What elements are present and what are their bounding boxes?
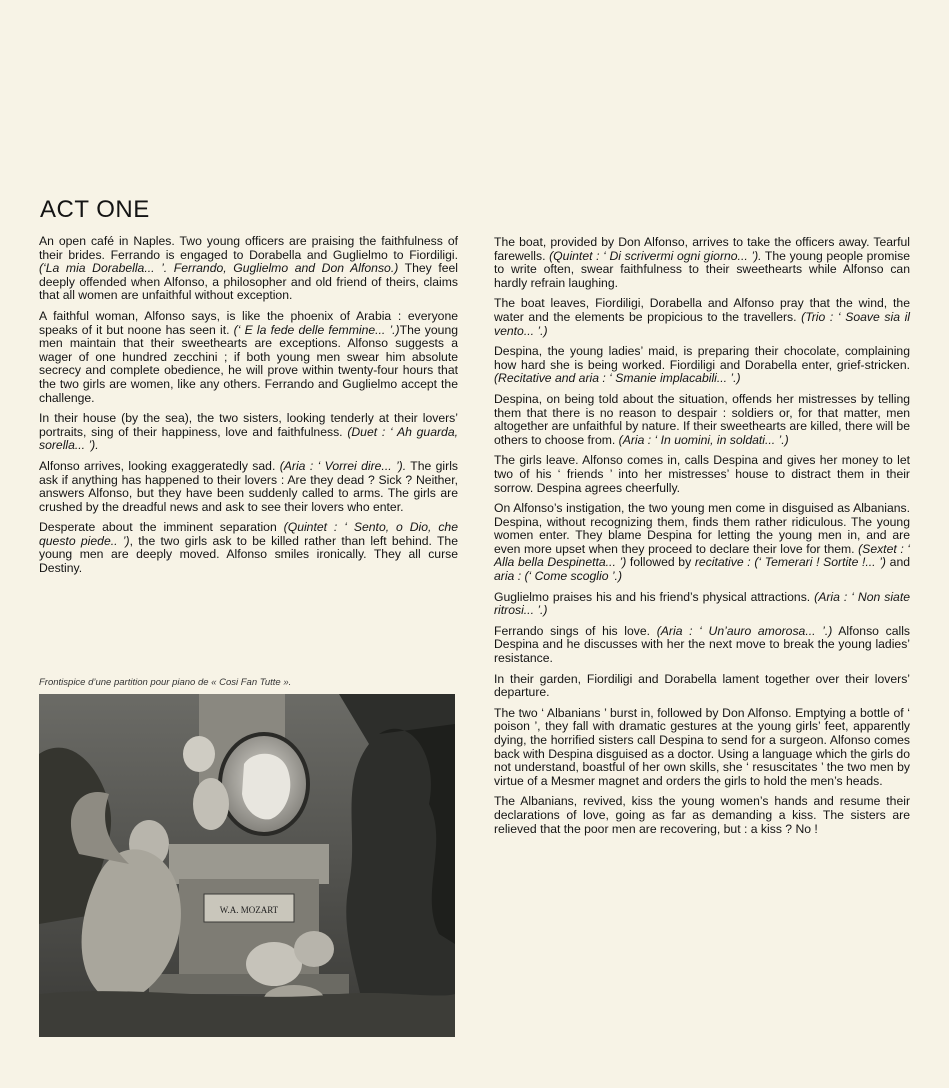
italic-text: (Quintet : ‘ Di scrivermi ogni giorno... ’).: [549, 248, 762, 263]
text: In their house (by the sea), the two sisters, looking tenderly at their lovers’ portraits, sing of their happiness, love and faithfulness.: [39, 411, 458, 439]
right-paragraph: [494, 345, 910, 386]
plaque-text: W.A. MOZART: [219, 905, 279, 915]
italic-text: (Aria : ‘ In uomini, in soldati... ’.): [618, 432, 789, 447]
italic-text: (Recitative and aria : ‘ Smanie implacabili... ’.): [494, 371, 741, 386]
text: A faithful woman, Alfonso says, is like the phoenix of Arabia : everyone speaks of it but noone has seen it.: [39, 308, 458, 337]
left-text-column: [39, 235, 458, 583]
text: They feel deeply offended when Alfonso, a philosopher and old friend of theirs, claims that all women are unfaithful without exception.: [39, 261, 458, 303]
italic-text: (Trio : ‘ Soave sia il vento... ’.): [494, 309, 911, 338]
right-paragraph: [494, 393, 910, 447]
right-paragraph: [494, 236, 910, 290]
text: Alfonso arrives, looking exaggeratedly sad.: [39, 458, 280, 473]
right-paragraph: [494, 673, 910, 700]
text: The girls ask if anything has happened to their lovers : Are they dead ? Sick ? Neither, answers Alfonso, but they have been suddenly called to arms. The girls are crushed by the dreadful news and ask to see their lovers who enter.: [39, 458, 459, 514]
right-paragraph: [494, 707, 910, 789]
text: The young people promise to write often, swear faithfulness to their sweethearts while Alfonso can hardly refrain laughing.: [494, 248, 910, 290]
right-paragraph: [494, 625, 910, 666]
text: Alfonso calls Despina and he discusses with her the next move to break the young ladies’ resistance.: [494, 623, 911, 666]
text: Guglielmo praises his and his friend’s physical attractions.: [494, 589, 815, 604]
text: The young men maintain that their sweethearts are exceptions. Alfonso suggests a wager of one hundred zecchini ; if both young men swear him absolute secrecy and complete obedience, he will prove within twenty-four hours that the two girls are women, like any others. Ferrando and Guglielmo accept the challenge.: [39, 322, 459, 405]
image-caption: Frontispice d’une partition pour piano de « Cosi Fan Tutte ».: [39, 677, 292, 688]
text: followed by: [626, 555, 695, 570]
text: The girls leave. Alfonso comes in, calls Despina and gives her money to let two of his ‘ friends ’ into her mistresses’ house to distract them in their sorrow. Despina agrees cheerfully.: [494, 453, 910, 495]
right-paragraph: [494, 502, 910, 584]
right-paragraph: [494, 795, 910, 836]
text: In their garden, Fiordiligi and Dorabella lament together over their lovers’ departure.: [494, 671, 910, 700]
text: and: [886, 555, 910, 570]
right-paragraph: [494, 591, 910, 618]
italic-text: (Sextet : ‘ Alla bella Despinetta... ’): [494, 541, 910, 570]
left-paragraph: [39, 235, 458, 303]
text: The two ‘ Albanians ’ burst in, followed by Don Alfonso. Emptying a bottle of ‘ poison ’, they fall with dramatic gestures at the young girls’ feet, apparently dying, the horrified sisters call Despina to send for a surgeon. Alfonso comes back with Despina disguised as a doctor. Using a language which the girls do not understand, boastful of her own skills, she ‘ resuscitates ’ the two men by virtue of a Mesmer magnet and orders the girls to hold the men’s heads.: [494, 705, 910, 788]
text: The boat, provided by Don Alfonso, arrives to take the officers away. Tearful farewells.: [494, 235, 910, 263]
italic-text: (Quintet : ‘ Sento, o Dio, che questo piede.. ’): [39, 520, 458, 548]
italic-text: aria : (‘ Come scoglio ’.): [494, 569, 623, 584]
text: , the two girls ask to be killed rather than left behind. The young men are deeply moved. Alfonso smiles ironically. They all curse Destiny.: [39, 533, 458, 576]
left-paragraph: [39, 310, 458, 405]
right-paragraph: [494, 297, 910, 338]
left-paragraph: [39, 521, 458, 575]
italic-text: (‘ E la fede delle femmine... ’.): [233, 322, 400, 337]
frontispiece-engraving: [39, 694, 455, 1037]
text: Despina, on being told about the situation, offends her mistresses by telling them that there is no reason to despair : soldiers or, for that matter, men altogether are unfaithful by nature. If their sweethearts are killed, there will be others to choose from.: [494, 391, 910, 447]
italic-text: (Aria : ‘ Vorrei dire... ’).: [279, 458, 407, 473]
left-paragraph: [39, 460, 458, 514]
text: Ferrando sings of his love.: [494, 623, 657, 638]
text: Desperate about the imminent separation: [39, 520, 284, 535]
text: An open café in Naples. Two young officers are praising the faithfulness of their brides. Ferrando is engaged to Dorabella and Guglielmo to Fiordiligi.: [39, 234, 458, 262]
text: Despina, the young ladies’ maid, is preparing their chocolate, complaining how hard she is being worked. Fiordiligi and Dorabella enter, grief-stricken.: [494, 344, 910, 372]
right-paragraph: [494, 454, 910, 495]
italic-text: (Aria : ‘ Non siate ritrosi... ’.): [494, 589, 910, 618]
italic-text: (Aria : ‘ Un’auro amorosa... ’.): [656, 623, 833, 638]
italic-text: recitative : (‘ Temerari ! Sortite !... ’): [694, 555, 886, 570]
act-heading: ACT ONE: [40, 196, 150, 223]
text: The Albanians, revived, kiss the young women’s hands and resume their declarations of love, going as far as demanding a kiss. The sisters are relieved that the poor men are recovering, but : a kiss ? No !: [494, 794, 910, 836]
right-text-column: [494, 236, 910, 843]
left-paragraph: [39, 412, 458, 453]
italic-text: (Duet : ‘ Ah guarda, sorella... ’).: [39, 424, 458, 453]
text: The boat leaves, Fiordiligi, Dorabella and Alfonso pray that the wind, the water and the elements be propicious to the travellers.: [494, 296, 910, 324]
italic-text: (‘La mia Dorabella... ’. Ferrando, Guglielmo and Don Alfonso.): [39, 261, 399, 276]
text: On Alfonso’s instigation, the two young men come in disguised as Albanians. Despina, without recognizing them, finds them rather ridiculous. The young women enter. They blame Despina for letting the young men in, and are even more upset when they proceed to declare their love for them.: [494, 501, 910, 556]
